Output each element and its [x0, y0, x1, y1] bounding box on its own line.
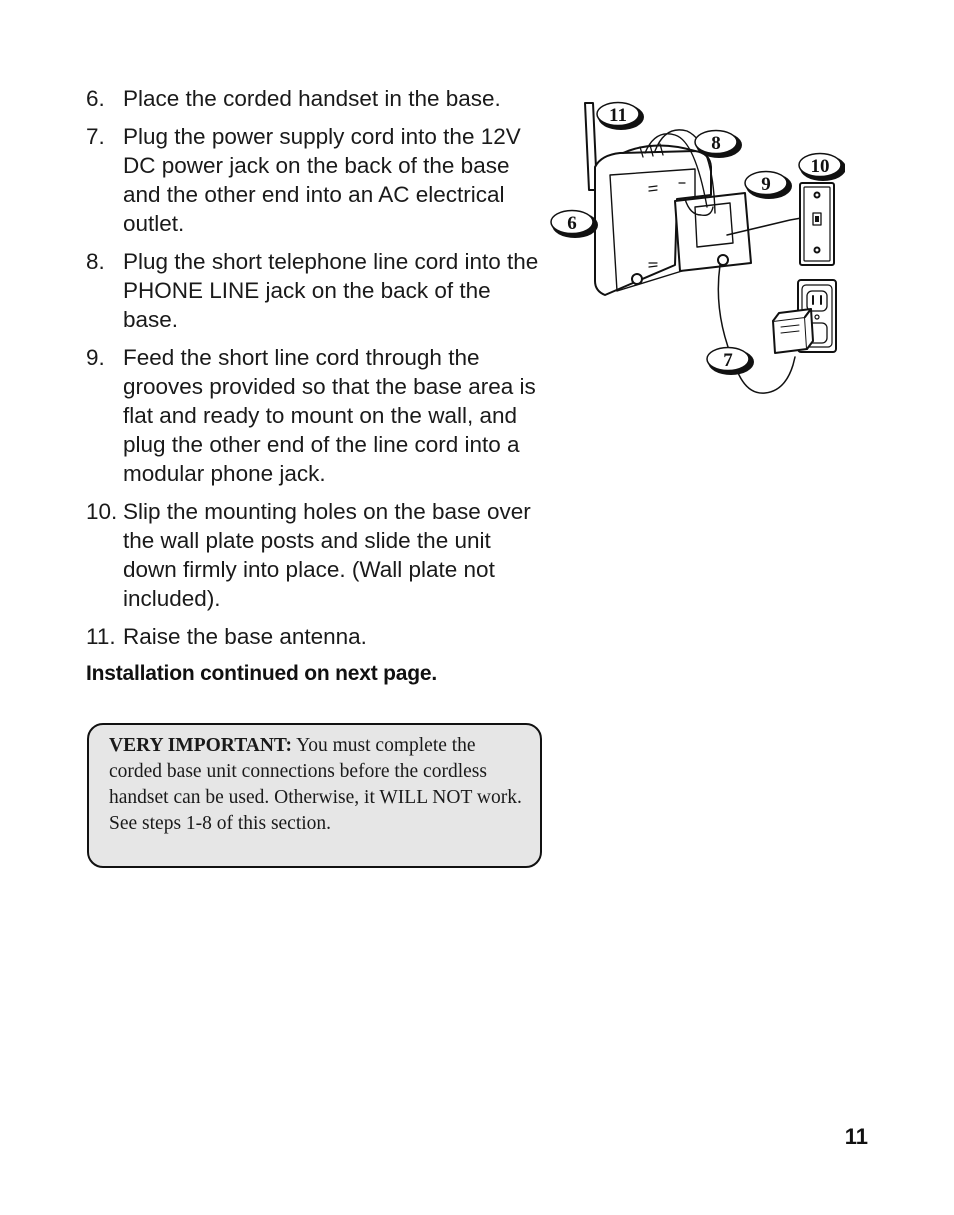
step-number: 9. [86, 345, 105, 370]
callout-6 [551, 211, 598, 239]
step-text: Slip the mounting holes on the base over the wall plate posts and slide the unit down firmly into place. (Wall plate not included). [123, 499, 531, 611]
step-number: 8. [86, 249, 105, 274]
step-item [86, 497, 546, 613]
step-number: 7. [86, 124, 105, 149]
page-number: 11 [844, 1124, 868, 1149]
continued-note: Installation continued on next page. [86, 662, 437, 685]
callout-label: 6 [567, 213, 577, 234]
step-text: Raise the base antenna. [123, 624, 367, 649]
callout-label: 11 [609, 105, 627, 126]
callout-9 [745, 172, 792, 200]
step-text: Feed the short line cord through the grooves provided so that the base area is flat and ready to mount on the wall, and plug the other end of the line cord into a modular phone jack. [123, 345, 536, 486]
important-notice-box [87, 723, 542, 868]
callout-label: 7 [723, 350, 733, 371]
callout-10 [799, 154, 845, 182]
base-installation-diagram [545, 95, 845, 415]
step-number: 11. [86, 624, 116, 649]
step-item [86, 622, 546, 651]
step-text: Place the corded handset in the base. [123, 86, 501, 111]
step-item [86, 247, 546, 334]
step-item [86, 122, 546, 238]
callout-label: 10 [810, 156, 830, 177]
notice-body: You must complete the corded base unit connections before the cordless handset can be used. Otherwise, it WILL NOT work. See steps 1-8 of this section. [109, 735, 522, 834]
step-item [86, 84, 546, 113]
callout-7 [707, 348, 754, 376]
step-number: 6. [86, 86, 105, 111]
ac-adapter [773, 317, 807, 353]
callout-label: 9 [761, 174, 771, 195]
step-item [86, 343, 546, 488]
installation-steps-list [86, 84, 546, 660]
step-text: Plug the short telephone line cord into the PHONE LINE jack on the back of the base. [123, 249, 539, 332]
callout-11 [597, 103, 644, 131]
callout-label: 8 [711, 133, 721, 154]
notice-lead: VERY IMPORTANT: [109, 735, 292, 756]
step-number: 10. [86, 499, 118, 524]
step-text: Plug the power supply cord into the 12V DC power jack on the back of the base and the other end into an AC electrical outlet. [123, 124, 521, 236]
